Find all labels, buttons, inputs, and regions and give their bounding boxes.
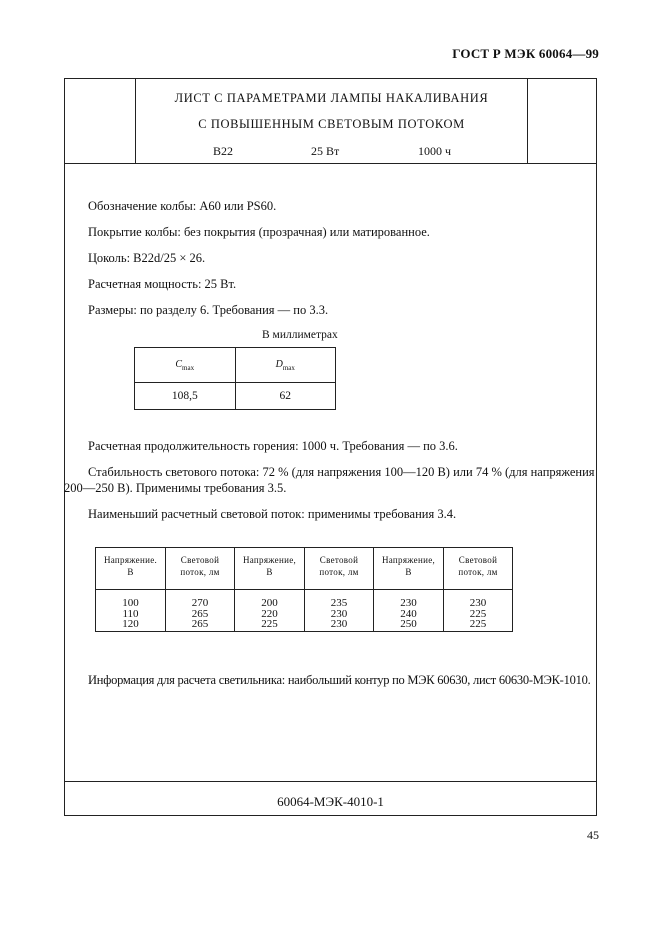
flux-column-flux-1: 270 265 265 xyxy=(166,590,235,632)
dimensions-table xyxy=(134,347,336,410)
flux-header-voltage-2: Напряжение, В xyxy=(235,548,305,590)
flux-header-flux-3: Световой поток, лм xyxy=(444,548,513,590)
min-flux-text: Наименьший расчетный световой поток: применимы требования 3.4. xyxy=(88,507,457,521)
c-max-value: 108,5 xyxy=(135,383,236,410)
flux-column-flux-2: 235 230 230 xyxy=(305,590,374,632)
c-max-header: $C_{max}$ xyxy=(135,348,236,383)
luminous-flux-table xyxy=(95,547,513,632)
flux-column-voltage-2: 200 220 225 xyxy=(235,590,305,632)
cap-base: Цоколь: B22d/25 × 26. xyxy=(88,251,206,265)
rated-life: 1000 ч xyxy=(418,144,452,158)
flux-header-voltage-3: Напряжение, В xyxy=(374,548,444,590)
bulb-coating: Покрытие колбы: без покрытия (прозрачная) или матированное. xyxy=(88,225,430,239)
flux-column-flux-3: 230 225 225 xyxy=(444,590,513,632)
d-max-value: 62 xyxy=(235,383,336,410)
sheet-number: 60064-МЭК-4010-1 xyxy=(277,794,384,809)
flux-header-voltage-1: Напряжение. В xyxy=(96,548,166,590)
rated-life-text: Расчетная продолжительность горения: 1000 ч. Требования — по 3.6. xyxy=(88,439,458,453)
page-number: 45 xyxy=(587,828,599,842)
luminaire-info: Информация для расчета светильника: наибольший контур по МЭК 60630, лист 60630-МЭК-1010. xyxy=(88,673,591,687)
d-max-header: $D_{max}$ xyxy=(235,348,336,383)
sheet-title-line1: ЛИСТ С ПАРАМЕТРАМИ ЛАМПЫ НАКАЛИВАНИЯ xyxy=(174,91,489,105)
flux-header-flux-2: Световой поток, лм xyxy=(305,548,374,590)
footer-divider xyxy=(64,781,597,782)
units-note: В миллиметрах xyxy=(262,329,338,341)
cap-type: B22 xyxy=(213,144,234,158)
sheet-title-line2: С ПОВЫШЕННЫМ СВЕТОВЫМ ПОТОКОМ xyxy=(198,117,465,131)
flux-column-voltage-3: 230 240 250 xyxy=(374,590,444,632)
bulb-designation: Обозначение колбы: А60 или PS60. xyxy=(88,199,277,213)
stability-line2: 200—250 В). Применимы требования 3.5. xyxy=(64,481,287,495)
rated-power: Расчетная мощность: 25 Вт. xyxy=(88,277,237,291)
standard-header: ГОСТ Р МЭК 60064—99 xyxy=(452,46,599,61)
sheet-parameters xyxy=(135,144,528,158)
dimensions-requirements: Размеры: по разделу 6. Требования — по 3.3. xyxy=(88,303,329,317)
stability-line1: Стабильность светового потока: 72 % (для напряжения 100—120 В) или 74 % (для напряжения xyxy=(88,465,595,479)
flux-column-voltage-1: 100 110 120 xyxy=(96,590,166,632)
power-rating: 25 Вт xyxy=(311,144,340,158)
flux-header-flux-1: Световой поток, лм xyxy=(166,548,235,590)
